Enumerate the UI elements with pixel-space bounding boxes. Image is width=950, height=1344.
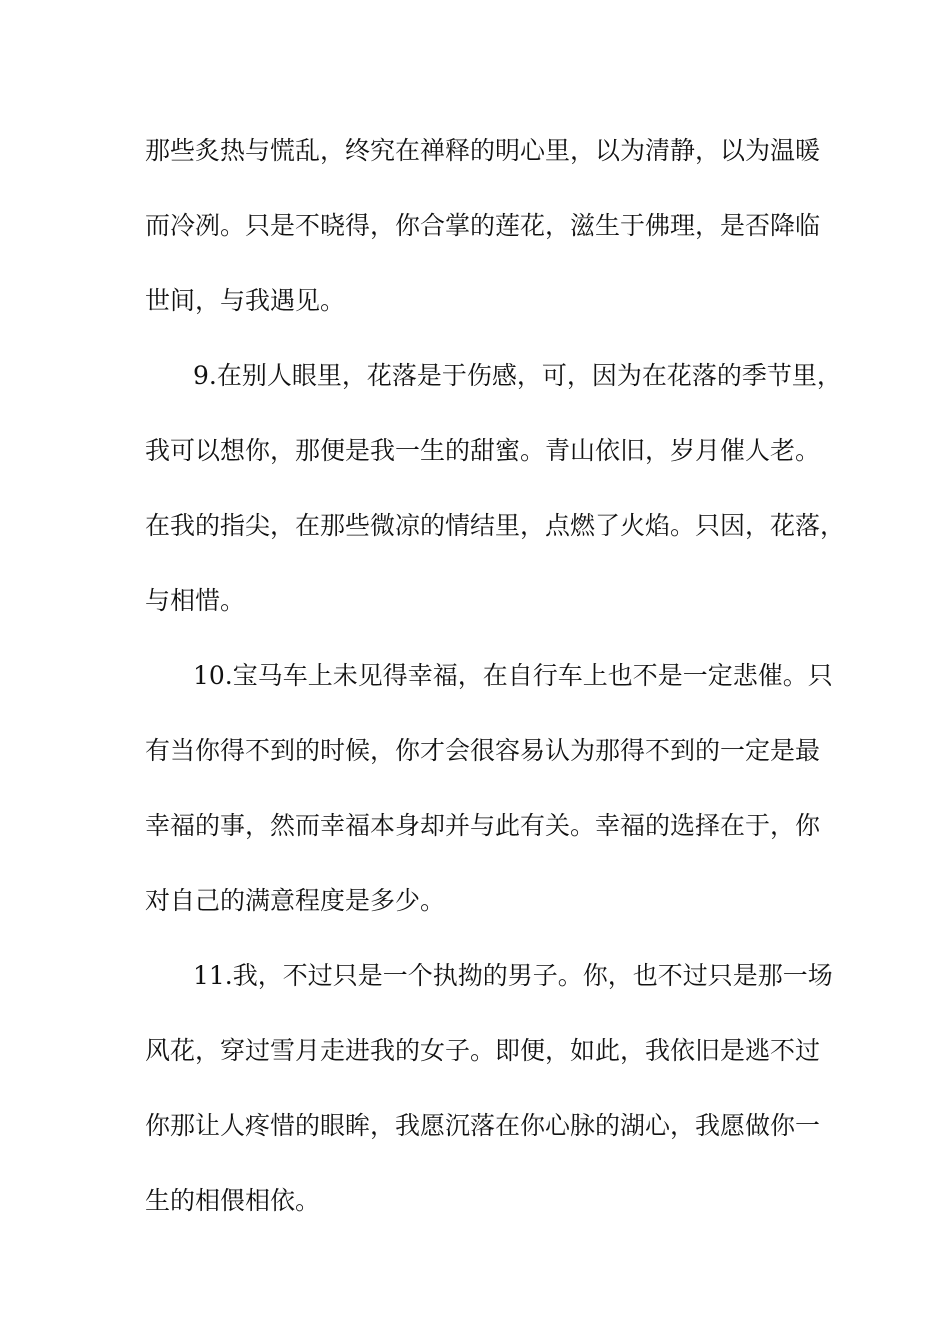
text-line: 而冷冽。只是不晓得，你合掌的莲花，滋生于佛理，是否降临 bbox=[145, 211, 821, 240]
paragraph-start-line: 11.我，不过只是一个执拗的男子。你，也不过只是那一场 bbox=[193, 961, 833, 990]
text-line: 我可以想你，那便是我一生的甜蜜。青山依旧，岁月催人老。 bbox=[145, 436, 821, 465]
text-line: 幸福的事，然而幸福本身却并与此有关。幸福的选择在于，你 bbox=[145, 811, 821, 840]
text-line: 你那让人疼惜的眼眸，我愿沉落在你心脉的湖心，我愿做你一 bbox=[145, 1111, 821, 1140]
text-line: 在我的指尖，在那些微凉的情结里，点燃了火焰。只因，花落， bbox=[145, 511, 846, 540]
text-line: 风花，穿过雪月走进我的女子。即便，如此，我依旧是逃不过 bbox=[145, 1036, 821, 1065]
paragraph-start-line: 9.在别人眼里，花落是于伤感，可，因为在花落的季节里， bbox=[193, 361, 842, 390]
text-line: 有当你得不到的时候，你才会很容易认为那得不到的一定是最 bbox=[145, 736, 821, 765]
text-line: 世间，与我遇见。 bbox=[145, 286, 346, 315]
text-line: 那些炙热与慌乱，终究在禅释的明心里，以为清静，以为温暖 bbox=[145, 136, 821, 165]
text-line: 与相惜。 bbox=[145, 586, 246, 615]
paragraph-start-line: 10.宝马车上未见得幸福，在自行车上也不是一定悲催。只 bbox=[193, 661, 833, 690]
text-line: 生的相偎相依。 bbox=[145, 1186, 321, 1215]
text-line: 对自己的满意程度是多少。 bbox=[145, 886, 446, 915]
